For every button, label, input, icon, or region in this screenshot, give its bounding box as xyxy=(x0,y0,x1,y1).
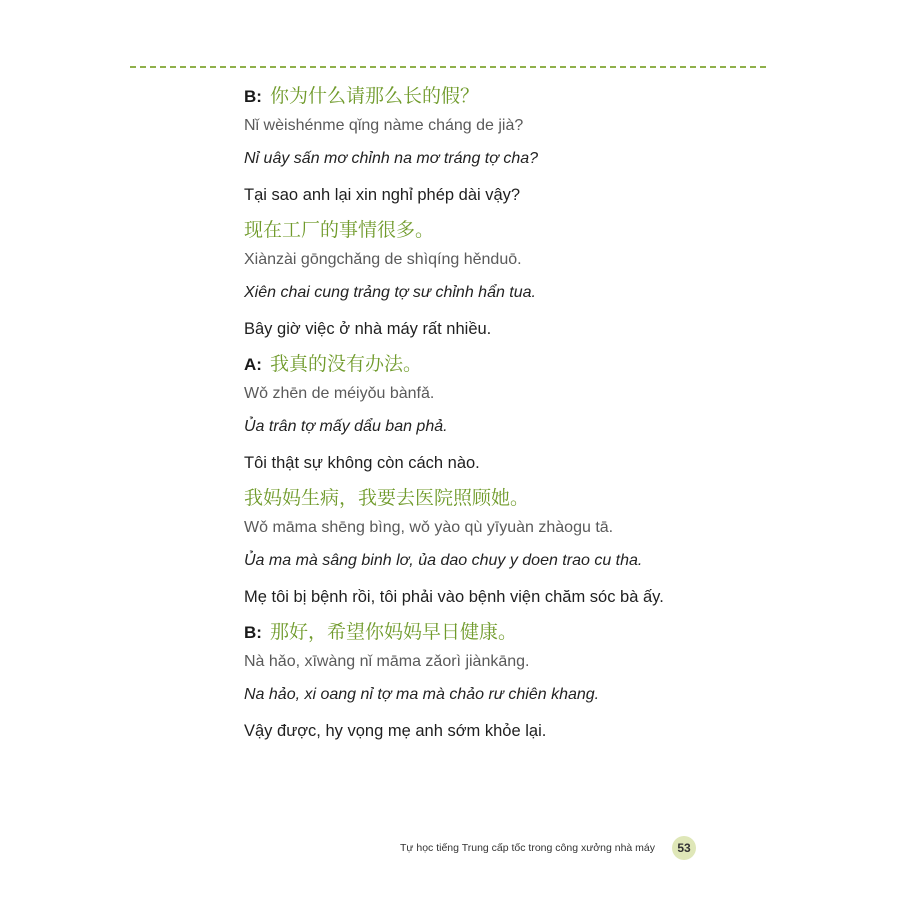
vietnamese-translation: Tôi thật sự không còn cách nào. xyxy=(244,454,480,472)
phonetic-text: Ủa trân tợ mấy dẩu ban phả. xyxy=(244,418,448,435)
chinese-sentence xyxy=(244,216,864,244)
vietnamese-translation: Bây giờ việc ở nhà máy rất nhiều. xyxy=(244,320,492,338)
vietnamese-translation: Tại sao anh lại xin nghỉ phép dài vậy? xyxy=(244,186,521,204)
chinese-sentence xyxy=(244,82,864,110)
chinese-text: 你为什么请那么长的假？ xyxy=(270,85,480,107)
pinyin-text: Wǒ zhēn de méiyǒu bànfǎ. xyxy=(244,385,435,402)
top-dashed-rule xyxy=(130,66,766,68)
vietnamese-translation: Vậy được, hy vọng mẹ anh sớm khỏe lại. xyxy=(244,722,547,740)
phonetic-text: Ủa ma mà sâng binh lơ, ủa dao chuy y doen trao cu tha. xyxy=(244,552,643,569)
dialogue-line xyxy=(244,216,864,344)
dialogue-line xyxy=(244,82,864,210)
phonetic-text: Xiên chai cung trảng tợ sư chỉnh hẩn tua. xyxy=(244,284,536,301)
speaker-label: B: xyxy=(244,623,262,642)
chinese-sentence xyxy=(244,484,864,512)
dialogue-line xyxy=(244,350,864,478)
chinese-text: 我真的没有办法。 xyxy=(270,353,423,375)
page-number: 53 xyxy=(672,836,696,860)
pinyin-text: Xiànzài gōngchǎng de shìqíng hěnduō. xyxy=(244,251,522,268)
chinese-sentence xyxy=(244,350,864,378)
vietnamese-translation: Mẹ tôi bị bệnh rồi, tôi phải vào bệnh viện chăm sóc bà ấy. xyxy=(244,588,664,606)
chinese-text: 现在工厂的事情很多。 xyxy=(244,219,435,241)
chinese-sentence xyxy=(244,618,864,646)
chinese-text: 那好，希望你妈妈早日健康。 xyxy=(270,621,518,643)
dialogue-line xyxy=(244,484,864,612)
dialogue-line xyxy=(244,618,864,746)
phonetic-text: Nỉ uây sấn mơ chỉnh na mơ tráng tợ cha? xyxy=(244,150,539,167)
phonetic-text: Na hảo, xi oang nỉ tợ ma mà chảo rư chiên khang. xyxy=(244,686,600,703)
pinyin-text: Wǒ māma shēng bìng, wǒ yào qù yīyuàn zhàogu tā. xyxy=(244,519,614,536)
book-title: Tự học tiếng Trung cấp tốc trong công xưởng nhà máy xyxy=(400,842,655,854)
speaker-label: B: xyxy=(244,87,262,106)
page-footer xyxy=(400,836,700,860)
speaker-label: A: xyxy=(244,355,262,374)
pinyin-text: Nà hǎo, xīwàng nǐ māma zǎorì jiànkāng. xyxy=(244,653,530,670)
dialogue-content xyxy=(244,82,864,752)
pinyin-text: Nǐ wèishénme qǐng nàme cháng de jià? xyxy=(244,117,524,134)
chinese-text: 我妈妈生病，我要去医院照顾她。 xyxy=(244,487,530,509)
